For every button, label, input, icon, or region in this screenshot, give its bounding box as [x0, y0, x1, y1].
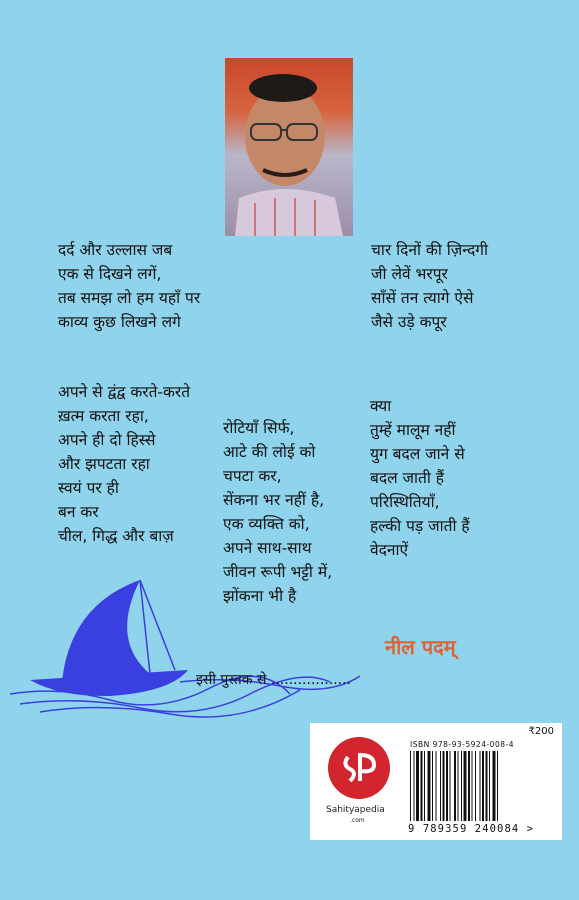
poem-line: काव्य कुछ लिखने लगे — [58, 313, 181, 331]
author-name: नील पदम् — [385, 635, 456, 659]
sailboat-illustration — [0, 570, 400, 730]
poem-line: दर्द और उल्लास जब — [58, 241, 173, 259]
poem-line: साँसें तन त्यागे ऐसे — [371, 289, 474, 307]
poem-top-left — [58, 238, 200, 334]
isbn-label: ISBN 978-93-5924-008-4 — [410, 740, 514, 749]
publisher-logo-icon — [328, 737, 390, 799]
poem-line: क्या — [370, 397, 392, 415]
poem-line: ख़त्म करता रहा, — [58, 407, 149, 425]
price-label: ₹200 — [528, 726, 554, 737]
poem-line: अपने साथ-साथ — [223, 539, 312, 557]
publisher-name: Sahityapedia .com — [326, 805, 385, 824]
poem-middle-right — [370, 394, 470, 562]
poem-top-right — [371, 238, 488, 334]
poem-line: बदल जाती हैं — [370, 469, 445, 487]
publisher-barcode-panel — [310, 723, 562, 840]
poem-line: अपने ही दो हिस्से — [58, 431, 156, 449]
poem-line: आटे की लोई को — [223, 443, 316, 461]
barcode-icon — [410, 751, 554, 823]
poem-line: एक व्यक्ति को, — [223, 515, 310, 533]
tagline: इसी पुस्तक से .................. — [196, 672, 352, 688]
poem-line: वेदनाऐं — [370, 541, 409, 559]
poem-line: रोटियाँ सिर्फ, — [223, 419, 295, 437]
author-photo — [225, 58, 353, 236]
poem-line: जीवन रूपी भट्टी में, — [223, 563, 333, 581]
poem-line: सेंकना भर नहीं है, — [223, 491, 325, 509]
poem-line: चार दिनों की ज़िन्दगी — [371, 241, 489, 259]
poem-line: परिस्थितियाँ, — [370, 493, 440, 511]
poem-line: हल्की पड़ जाती हैं — [370, 517, 470, 535]
poem-line: जैसे उड़े कपूर — [371, 313, 447, 331]
poem-line: स्वयं पर ही — [58, 479, 119, 497]
barcode-number: 9 789359 240084 > — [408, 823, 535, 835]
poem-line: झोंकना भी है — [223, 587, 297, 605]
poem-line: एक से दिखने लगें, — [58, 265, 162, 283]
poem-line: तब समझ लो हम यहाँ पर — [58, 289, 201, 307]
poem-line: युग बदल जाने से — [370, 445, 465, 463]
poem-line: अपने से द्वंद्व करते-करते — [58, 383, 191, 401]
poem-line: और झपटता रहा — [58, 455, 150, 473]
poem-line: बन कर — [58, 503, 99, 521]
poem-line: चपटा कर, — [223, 467, 282, 485]
poem-middle-left — [58, 380, 190, 548]
poem-line: चील, गिद्ध और बाज़ — [58, 527, 174, 545]
poem-line: तुम्हें मालूम नहीं — [370, 421, 456, 439]
poem-line: जी लेवें भरपूर — [371, 265, 448, 283]
